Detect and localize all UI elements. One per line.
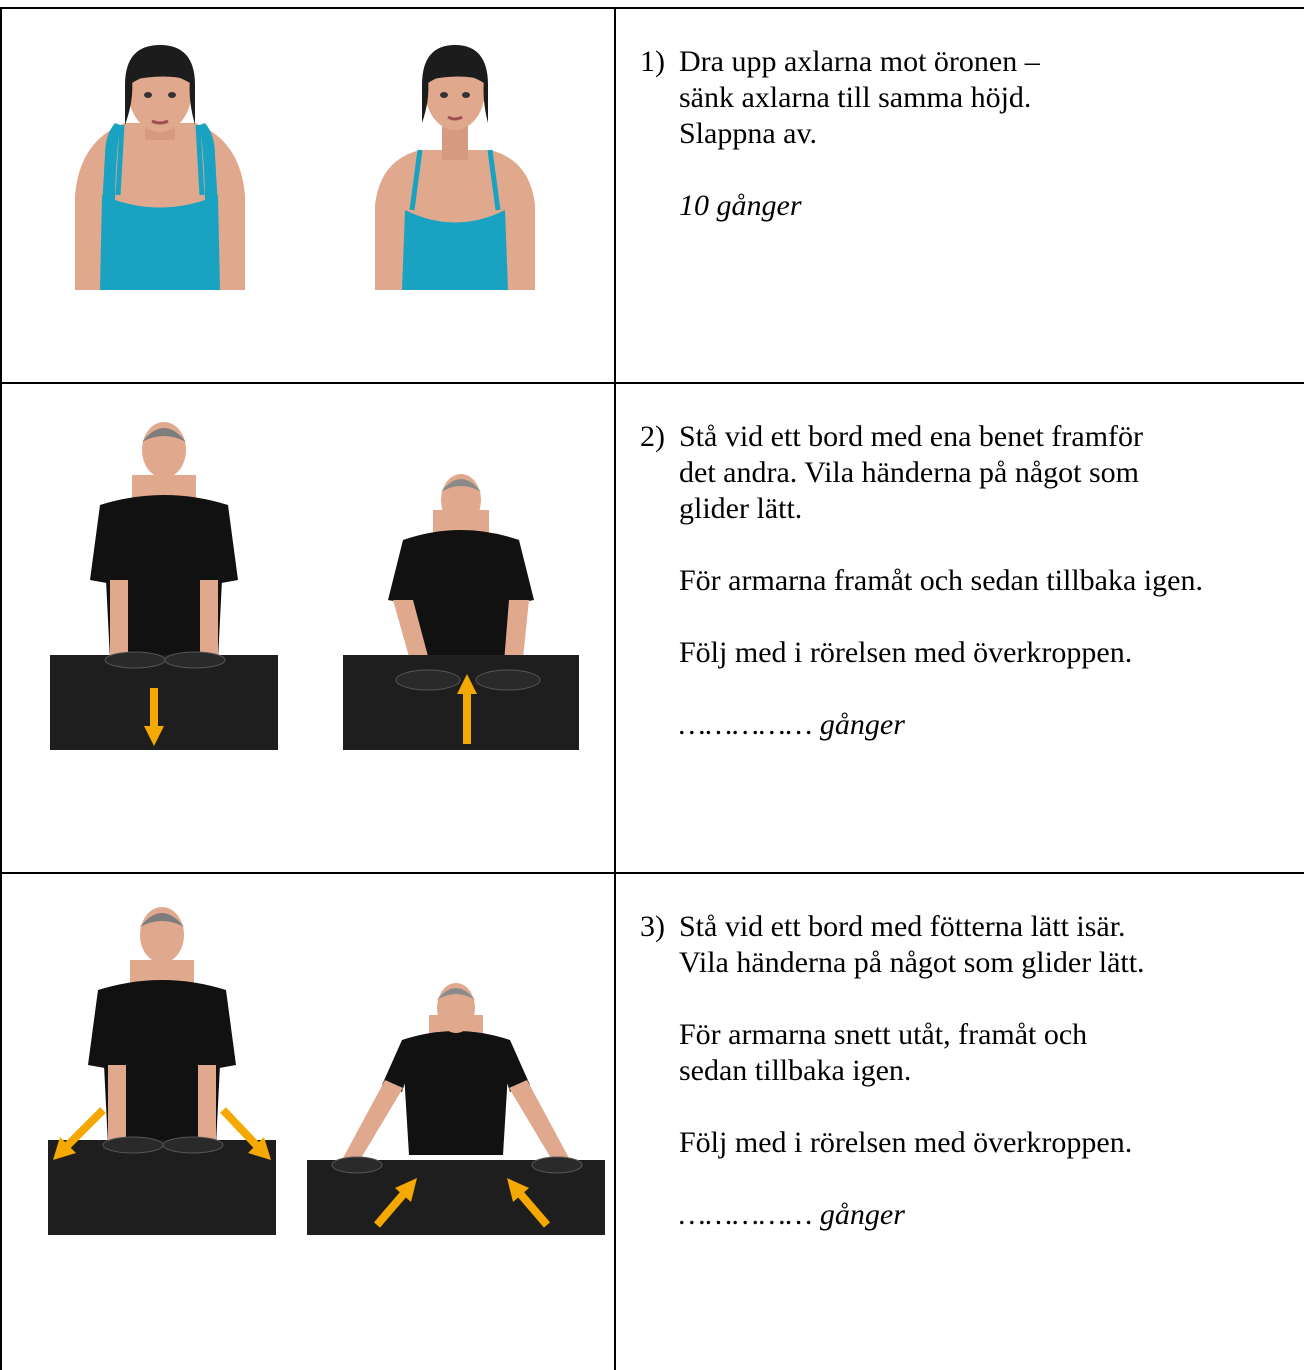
table-border-left <box>0 7 2 1370</box>
exercise-3-line-1: Stå vid ett bord med fötterna lätt isär. <box>679 910 1126 943</box>
man-arms-wide-image <box>307 980 605 1235</box>
row-divider-2 <box>0 872 1304 874</box>
exercise-1-line-1: Dra upp axlarna mot öronen – <box>679 45 1040 78</box>
exercise-3-instruction-2: sedan tillbaka igen. <box>679 1054 912 1087</box>
exercise-2-text <box>640 419 1203 743</box>
exercise-1-line-3: Slappna av. <box>679 117 818 150</box>
exercise-3-line-2: Vila händerna på något som glider lätt. <box>679 946 1145 979</box>
exercise-3-follow: Följ med i rörelsen med överkroppen. <box>679 1126 1133 1159</box>
man-arms-center-image <box>48 905 276 1235</box>
exercise-1-line-2: sänk axlarna till samma höjd. <box>679 81 1032 114</box>
exercise-3-instruction-1: För armarna snett utåt, framåt och <box>679 1018 1088 1051</box>
man-arms-forward-image <box>343 470 579 750</box>
exercise-1-text <box>640 44 1040 224</box>
exercise-1-reps: 10 gånger <box>679 189 802 222</box>
exercise-2-instruction: För armarna framåt och sedan tillbaka igen. <box>679 564 1203 597</box>
exercise-1-number: 1) <box>640 45 665 78</box>
column-divider <box>614 7 616 1370</box>
exercise-2-line-3: glider lätt. <box>679 492 803 525</box>
exercise-2-line-2: det andra. Vila händerna på något som <box>679 456 1139 489</box>
exercise-3-number: 3) <box>640 910 665 943</box>
exercise-3-text <box>640 909 1145 1233</box>
exercise-2-line-1: Stå vid ett bord med ena benet framför <box>679 420 1144 453</box>
exercise-2-reps: …………… gånger <box>679 708 905 741</box>
man-arms-back-image <box>50 420 278 750</box>
exercise-3-reps: …………… gånger <box>679 1198 905 1231</box>
woman-shoulders-raised-image <box>70 45 250 290</box>
woman-shoulders-lowered-image <box>370 45 540 290</box>
exercise-2-number: 2) <box>640 420 665 453</box>
row-divider-1 <box>0 382 1304 384</box>
table-border-top <box>0 7 1304 9</box>
exercise-2-follow: Följ med i rörelsen med överkroppen. <box>679 636 1133 669</box>
